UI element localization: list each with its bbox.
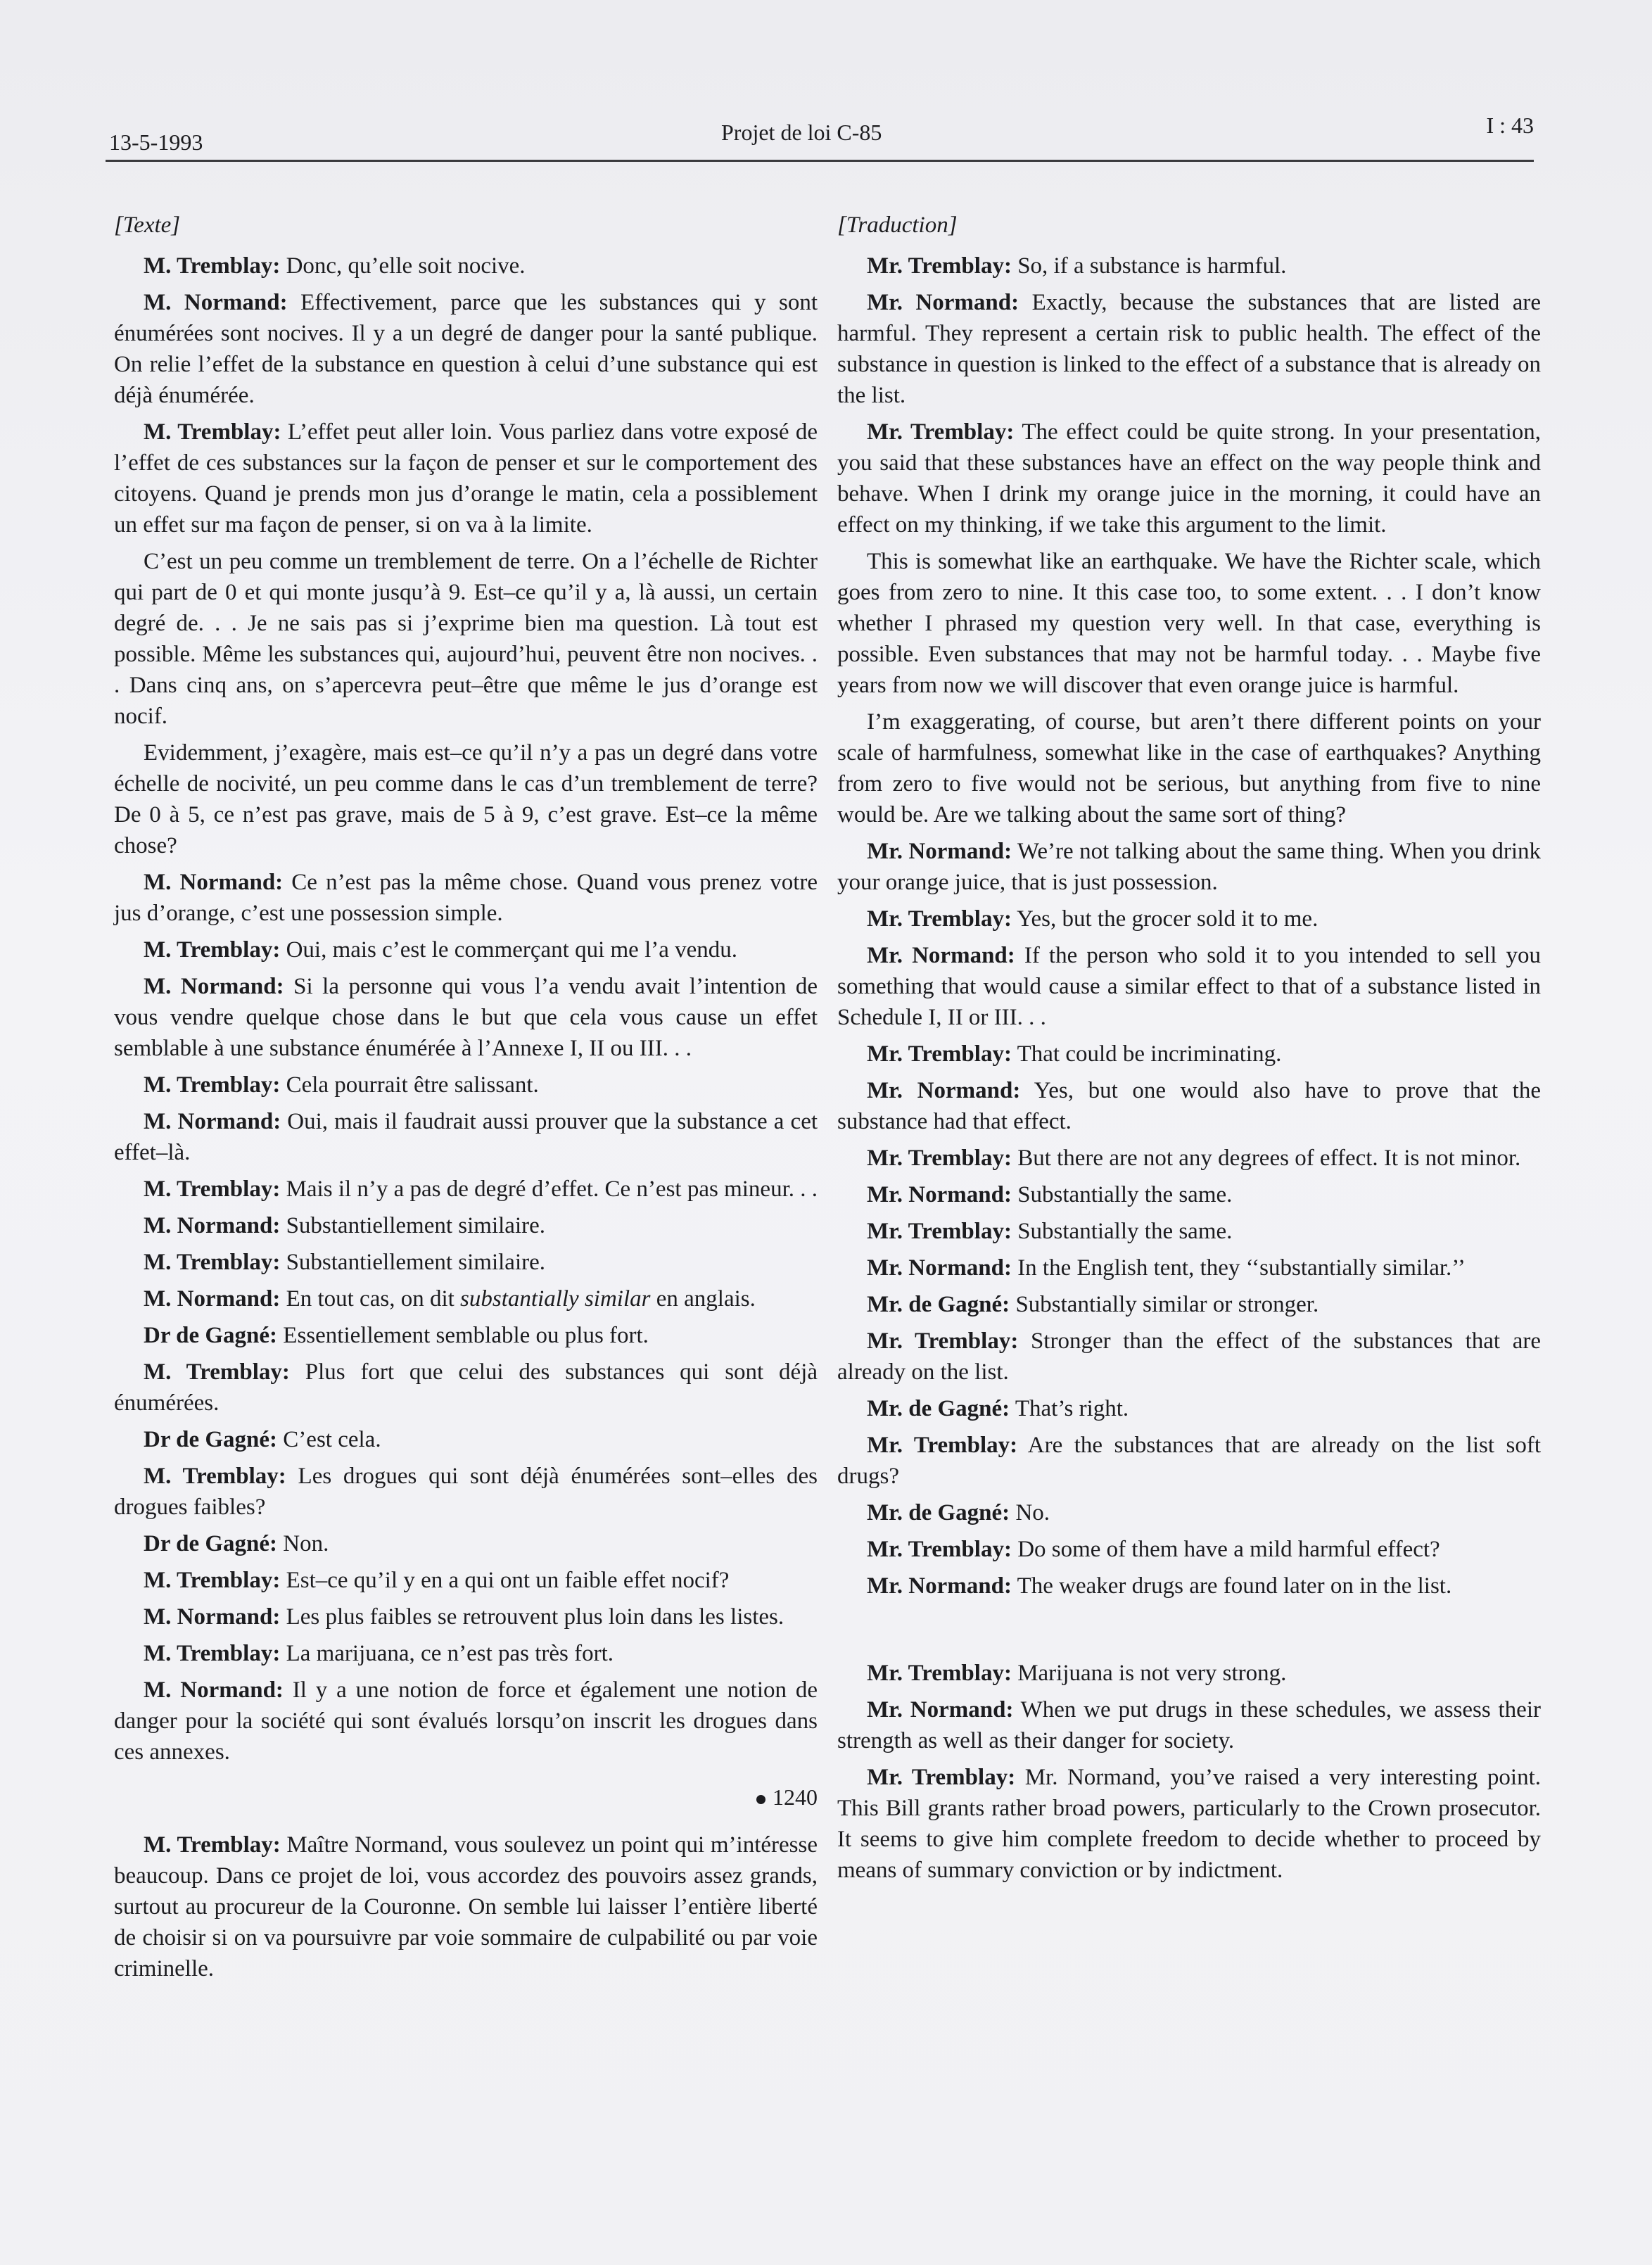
speaker-name: M. Tremblay:	[144, 1176, 281, 1202]
dialogue-paragraph	[837, 1430, 1541, 1492]
english-paragraphs	[837, 250, 1541, 1886]
dialogue-paragraph	[114, 1424, 818, 1455]
speaker-name: Mr. Tremblay:	[867, 253, 1012, 279]
speech-text: Cela pourrait être salissant.	[280, 1072, 539, 1098]
speaker-name: Mr. Normand:	[867, 1573, 1012, 1599]
speech-text: The weaker drugs are found later on in the list.	[1011, 1573, 1452, 1599]
speech-text: Ce n’est pas la même chose. Quand vous prenez votre jus d’orange, c’est une possession simple.	[114, 870, 818, 926]
speech-text: La marijuana, ce n’est pas très fort.	[280, 1641, 614, 1666]
speech-text: This is somewhat like an earthquake. We have the Richter scale, which goes from zero to nine. It this case too, to some extent. . . I don’t know whether I phrased my question very well. In that case, everything is possible. Even substances that may not be harmful today. . . Maybe five years from now we will discover that even orange juice is harmful.	[837, 549, 1541, 698]
dialogue-paragraph	[114, 1638, 818, 1669]
dialogue-paragraph	[837, 1252, 1541, 1283]
speech-text: Exactly, because the substances that are listed are harmful. They represent a certain risk to public health. The effect of the substance in question is linked to the effect of a substance that is already on the list.	[837, 290, 1541, 408]
bullet-icon	[756, 1795, 765, 1804]
dialogue-paragraph	[837, 1571, 1541, 1601]
speech-text: Substantially the same.	[1011, 1219, 1233, 1244]
dialogue-paragraph	[837, 1179, 1541, 1210]
speech-text: In the English tent, they ‘‘substantially similar.’’	[1011, 1255, 1466, 1281]
dialogue-paragraph	[114, 867, 818, 929]
speaker-name: Mr. Normand:	[867, 943, 1015, 968]
speaker-name: Mr. Tremblay:	[867, 906, 1012, 932]
dialogue-paragraph	[837, 836, 1541, 898]
dialogue-paragraph	[837, 903, 1541, 934]
dialogue-paragraph	[837, 706, 1541, 830]
dialogue-paragraph	[837, 1762, 1541, 1886]
dialogue-paragraph	[114, 1174, 818, 1205]
speaker-name: M. Normand:	[144, 1109, 281, 1134]
speech-text: C’est un peu comme un tremblement de terre. On a l’échelle de Richter qui part de 0 et qui monte jusqu’à 9. Est–ce qu’il y a, là aussi, un certain degré de. . . Je ne sais pas si j’exprime bien ma question. Là tout est possible. Même les substances qui, aujourd’hui, peuvent être non nocives. . . Dans cinq ans, on s’apercevra peut–être que même le jus d’orange est nocif.	[114, 549, 818, 729]
speech-text: Do some of them have a mild harmful effect?	[1011, 1537, 1440, 1562]
speaker-name: M. Tremblay:	[144, 1641, 281, 1666]
speaker-name: Mr. Tremblay:	[867, 1219, 1012, 1244]
time-marker	[114, 1782, 818, 1813]
speaker-name: Mr. Normand:	[867, 839, 1012, 864]
speech-text: Mais il n’y a pas de degré d’effet. Ce n’est pas mineur. . .	[280, 1176, 818, 1202]
speech-text: Essentiellement semblable ou plus fort.	[277, 1323, 649, 1348]
dialogue-paragraph	[114, 1070, 818, 1100]
speaker-name: M. Tremblay:	[144, 419, 281, 445]
speech-text: Donc, qu’elle soit nocive.	[280, 253, 526, 279]
italic-english-phrase: substantially similar	[460, 1286, 651, 1312]
speech-text: That’s right.	[1010, 1396, 1129, 1421]
speech-text: Substantially similar or stronger.	[1010, 1292, 1319, 1317]
speaker-name: M. Tremblay:	[144, 1568, 281, 1593]
speech-text: Il y a une notion de force et également une notion de danger pour la société qui sont évalués lorsqu’on inscrit les drogues dans ces annexes.	[114, 1677, 818, 1765]
dialogue-paragraph	[837, 940, 1541, 1033]
english-column	[837, 210, 1541, 1891]
speaker-name: Mr. Normand:	[867, 290, 1019, 315]
speech-text: We’re not talking about the same thing. When you drink your orange juice, that is just possession.	[837, 839, 1541, 895]
speaker-name: Mr. Normand:	[867, 1078, 1021, 1103]
speech-text: Substantiellement similaire.	[280, 1213, 545, 1238]
speaker-name: Mr. Normand:	[867, 1255, 1012, 1281]
dialogue-paragraph	[114, 1247, 818, 1278]
paragraph-gap	[837, 1607, 1541, 1658]
dialogue-paragraph	[114, 1210, 818, 1241]
dialogue-paragraph	[114, 250, 818, 281]
speech-text: L’effet peut aller loin. Vous parliez dans votre exposé de l’effet de ces substances sur la façon de penser et sur le comportement des citoyens. Quand je prends mon jus d’orange le matin, cela a possiblement un effet sur ma façon de penser, si on va à la limite.	[114, 419, 818, 538]
speaker-name: Mr. Tremblay:	[867, 419, 1015, 445]
speech-text: Marijuana is not very strong.	[1011, 1661, 1287, 1686]
speech-text: Oui, mais il faudrait aussi prouver que la substance a cet effet–là.	[114, 1109, 818, 1165]
speech-text: Les drogues qui sont déjà énumérées sont–elles des drogues faibles?	[114, 1464, 818, 1520]
speaker-name: M. Normand:	[144, 974, 284, 999]
dialogue-paragraph	[114, 1283, 818, 1314]
speaker-name: Dr de Gagné:	[144, 1427, 278, 1452]
dialogue-paragraph	[837, 1694, 1541, 1756]
dialogue-paragraph	[837, 1326, 1541, 1388]
speaker-name: M. Tremblay:	[144, 253, 281, 279]
dialogue-paragraph	[114, 1357, 818, 1419]
header-title: Projet de loi C-85	[721, 120, 882, 145]
speech-text: But there are not any degrees of effect. It is not minor.	[1011, 1146, 1521, 1171]
speech-text: En tout cas, on dit substantially similar en anglais.	[280, 1286, 756, 1312]
speech-text: Yes, but the grocer sold it to me.	[1011, 906, 1319, 932]
speaker-name: Mr. Tremblay:	[867, 1661, 1012, 1686]
speech-text: If the person who sold it to you intended to sell you something that would cause a similar effect to that of a substance listed in Schedule I, II or III. . .	[837, 943, 1541, 1030]
speaker-name: M. Tremblay:	[144, 1072, 281, 1098]
speech-text: C’est cela.	[277, 1427, 381, 1452]
speech-text: Evidemment, j’exagère, mais est–ce qu’il n’y a pas un degré dans votre échelle de nocivité, un peu comme dans le cas d’un tremblement de terre? De 0 à 5, ce n’est pas grave, mais de 5 à 9, c’est grave. Est–ce la même chose?	[114, 740, 818, 858]
header-page-number: I : 43	[1486, 113, 1534, 138]
dialogue-paragraph	[114, 1320, 818, 1351]
dialogue-paragraph	[114, 1528, 818, 1559]
speaker-name: M. Tremblay:	[144, 1359, 290, 1385]
speech-text: Non.	[277, 1531, 329, 1556]
column-label-traduction: [Traduction]	[837, 212, 958, 238]
dialogue-paragraph	[114, 546, 818, 732]
speaker-name: M. Normand:	[144, 1213, 281, 1238]
speaker-name: M. Tremblay:	[144, 1250, 281, 1275]
speaker-name: Mr. Tremblay:	[867, 1041, 1012, 1067]
speaker-name: Mr. Tremblay:	[867, 1433, 1018, 1458]
speaker-name: M. Tremblay:	[144, 1464, 286, 1489]
speech-text: Substantially the same.	[1011, 1182, 1233, 1207]
dialogue-paragraph	[114, 287, 818, 411]
speaker-name: Mr. de Gagné:	[867, 1500, 1010, 1525]
speaker-name: Mr. Tremblay:	[867, 1328, 1019, 1354]
speaker-name: M. Normand:	[144, 1604, 281, 1630]
dialogue-paragraph	[837, 1075, 1541, 1137]
dialogue-paragraph	[837, 1039, 1541, 1070]
speech-text: So, if a substance is harmful.	[1011, 253, 1287, 279]
dialogue-paragraph	[837, 1289, 1541, 1320]
speaker-name: M. Normand:	[144, 870, 284, 895]
dialogue-paragraph	[114, 934, 818, 965]
column-label-texte: [Texte]	[114, 212, 181, 238]
speaker-name: Mr. de Gagné:	[867, 1396, 1010, 1421]
time-marker-text: 1240	[773, 1784, 818, 1810]
speaker-name: M. Normand:	[144, 1677, 284, 1703]
speaker-name: Mr. Normand:	[867, 1697, 1014, 1722]
dialogue-paragraph	[114, 1675, 818, 1768]
dialogue-paragraph	[114, 1601, 818, 1632]
dialogue-paragraph	[837, 1534, 1541, 1565]
speech-text: Mr. Normand, you’ve raised a very interesting point. This Bill grants rather broad powers, particularly to the Crown prosecutor. It seems to give him complete freedom to decide whether to proceed by means of summary conviction or by indictment.	[837, 1765, 1541, 1883]
speech-text: Les plus faibles se retrouvent plus loin dans les listes.	[280, 1604, 784, 1630]
dialogue-paragraph	[114, 737, 818, 861]
dialogue-paragraph	[837, 287, 1541, 411]
dialogue-paragraph	[114, 1829, 818, 1984]
dialogue-paragraph	[114, 1106, 818, 1168]
speech-text: Maître Normand, vous soulevez un point qui m’intéresse beaucoup. Dans ce projet de loi, vous accordez des pouvoirs assez grands, surtout au procureur de la Couronne. On semble lui laisser l’entière liberté de choisir si on va poursuivre par voie sommaire de culpabilité ou par voie criminelle.	[114, 1832, 818, 1981]
speech-text: Oui, mais c’est le commerçant qui me l’a vendu.	[280, 937, 738, 963]
french-column	[114, 210, 818, 1990]
dialogue-paragraph	[837, 1393, 1541, 1424]
speech-text: Plus fort que celui des substances qui sont déjà énumérées.	[114, 1359, 818, 1416]
dialogue-paragraph	[837, 1216, 1541, 1247]
speaker-name: M. Normand:	[144, 290, 288, 315]
french-paragraphs-after-marker	[114, 1829, 818, 1984]
dialogue-paragraph	[837, 1658, 1541, 1689]
speaker-name: M. Tremblay:	[144, 937, 281, 963]
speaker-name: Mr. Tremblay:	[867, 1765, 1016, 1790]
speech-text: Are the substances that are already on the list soft drugs?	[837, 1433, 1541, 1489]
speech-text: No.	[1010, 1500, 1050, 1525]
dialogue-paragraph	[114, 971, 818, 1064]
speech-text: Yes, but one would also have to prove that the substance had that effect.	[837, 1078, 1541, 1134]
speaker-name: Mr. Tremblay:	[867, 1146, 1012, 1171]
dialogue-paragraph	[837, 1497, 1541, 1528]
speaker-name: Mr. Normand:	[867, 1182, 1012, 1207]
speaker-name: Dr de Gagné:	[144, 1323, 278, 1348]
speech-text: Substantiellement similaire.	[280, 1250, 545, 1275]
speech-text: Effectivement, parce que les substances qui y sont énumérées sont nocives. Il y a un degré de danger pour la santé publique. On relie l’effet de la substance en question à celui d’une substance qui est déjà énumérée.	[114, 290, 818, 408]
dialogue-paragraph	[837, 250, 1541, 281]
french-paragraphs	[114, 250, 818, 1768]
speaker-name: M. Normand:	[144, 1286, 281, 1312]
dialogue-paragraph	[114, 417, 818, 540]
speech-text: The effect could be quite strong. In your presentation, you said that these substances have an effect on the way people think and behave. When I drink my orange juice in the morning, it could have an effect on my thinking, if we take this argument to the limit.	[837, 419, 1541, 538]
speech-text: When we put drugs in these schedules, we assess their strength as well as their danger for society.	[837, 1697, 1541, 1753]
header-date: 13-5-1993	[109, 129, 203, 155]
dialogue-paragraph	[837, 417, 1541, 540]
speech-text: Stronger than the effect of the substances that are already on the list.	[837, 1328, 1541, 1385]
dialogue-paragraph	[114, 1565, 818, 1596]
dialogue-paragraph	[837, 546, 1541, 701]
speaker-name: Dr de Gagné:	[144, 1531, 278, 1556]
dialogue-paragraph	[114, 1461, 818, 1523]
speaker-name: Mr. Tremblay:	[867, 1537, 1012, 1562]
dialogue-paragraph	[837, 1143, 1541, 1174]
speaker-name: M. Tremblay:	[144, 1832, 281, 1858]
speaker-name: Mr. de Gagné:	[867, 1292, 1010, 1317]
speech-text: Est–ce qu’il y en a qui ont un faible effet nocif?	[280, 1568, 730, 1593]
speech-text: I’m exaggerating, of course, but aren’t there different points on your scale of harmfulness, somewhat like in the case of earthquakes? Anything from zero to five would not be serious, but anything from five to nine would be. Are we talking about the same sort of thing?	[837, 709, 1541, 827]
speech-text: That could be incriminating.	[1011, 1041, 1282, 1067]
speech-text: Si la personne qui vous l’a vendu avait l’intention de vous vendre quelque chose dans le but que cela vous cause un effet semblable à une substance énumérée à l’Annexe I, II ou III. . .	[114, 974, 818, 1061]
page-header	[106, 113, 1534, 159]
header-rule	[106, 160, 1534, 162]
